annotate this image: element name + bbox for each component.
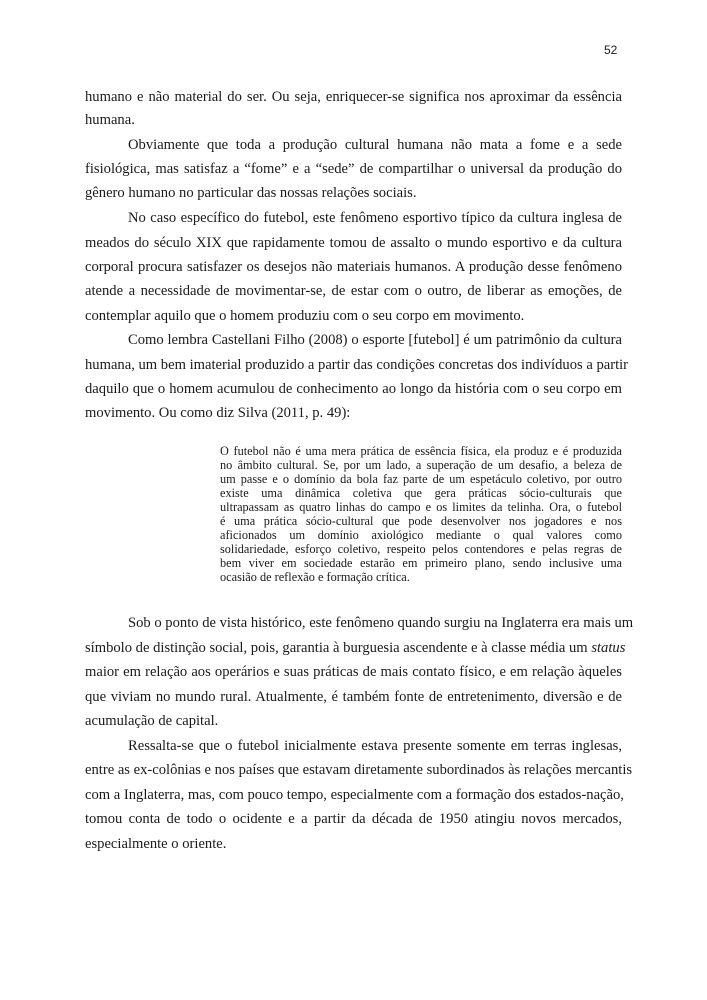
quote-line: um passe e o domínio da bola faz parte de um espetáculo coletivo, por outro	[220, 472, 622, 486]
text-line: com a Inglaterra, mas, com pouco tempo, especialmente com a formação dos estados-nação,	[85, 787, 624, 803]
text-line: corporal procura satisfazer os desejos não materiais humanos. A produção desse fenômeno	[85, 259, 622, 275]
text-line: especialmente o oriente.	[85, 836, 227, 852]
text-line: Sob o ponto de vista histórico, este fenômeno quando surgiu na Inglaterra era mais um	[128, 615, 634, 631]
text-line: meados do século XIX que rapidamente tomou de assalto o mundo esportivo e da cultura	[85, 235, 622, 251]
text-line: humano e não material do ser. Ou seja, enriquecer-se significa nos aproximar da essência	[85, 89, 622, 105]
text-line: daquilo que o homem acumulou de conhecimento ao longo da história com o seu corpo em	[85, 381, 622, 397]
text-line: que viviam no mundo rural. Atualmente, é também fonte de entretenimento, diversão e de	[85, 689, 622, 705]
quote-line: ocasião de reflexão e formação crítica.	[220, 570, 410, 584]
text-line: humana, um bem imaterial produzido a partir das condições concretas dos indivíduos a partir	[85, 357, 629, 373]
quote-line: no âmbito cultural. Se, por um lado, a superação de um desafio, a beleza de	[220, 458, 622, 472]
quote-line: O futebol não é uma mera prática de essência física, ela produz e é produzida	[220, 444, 622, 458]
text-line	[85, 639, 626, 657]
text-line: contemplar aquilo que o homem produziu com o seu corpo em movimento.	[85, 308, 525, 324]
text-line: atende a necessidade de movimentar-se, de estar com o outro, de liberar as emoções, de	[85, 283, 622, 299]
quote-line: aficionados um domínio axiológico mediante o qual valores como	[220, 528, 622, 542]
text-line: Como lembra Castellani Filho (2008) o esporte [futebol] é um patrimônio da cultura	[128, 332, 622, 348]
text-line: acumulação de capital.	[85, 713, 219, 729]
text-line: movimento. Ou como diz Silva (2011, p. 49):	[85, 405, 351, 421]
text-span: símbolo de distinção social, pois, garantia à burguesia ascendente e à classe média um	[85, 640, 592, 656]
text-line: entre as ex-colônias e nos países que estavam diretamente subordinados às relações mercantis	[85, 762, 633, 778]
quote-line: bem viver em sociedade estarão em primeiro plano, sendo inclusive uma	[220, 556, 622, 570]
text-line: tomou conta de todo o ocidente e a partir da década de 1950 atingiu novos mercados,	[85, 811, 622, 827]
text-line: No caso específico do futebol, este fenômeno esportivo típico da cultura inglesa de	[128, 210, 622, 226]
page-number: 52	[604, 43, 618, 57]
quote-line: solidariedade, esforço coletivo, respeito pelos contendores e pelas regras de	[220, 542, 622, 556]
text-line: Obviamente que toda a produção cultural humana não mata a fome e a sede	[128, 137, 622, 153]
text-line: maior em relação aos operários e suas práticas de mais contato físico, e em relação àqueles	[85, 664, 622, 680]
quote-line: ultrapassam as quatro linhas do campo e os limites da telinha. Ora, o futebol	[220, 500, 622, 514]
text-line: Ressalta-se que o futebol inicialmente estava presente somente em terras inglesas,	[128, 738, 622, 754]
italic-term: status	[591, 640, 626, 656]
text-line: gênero humano no particular das nossas relações sociais.	[85, 185, 417, 201]
quote-line: existe uma dinâmica coletiva que gera práticas sócio-culturais que	[220, 486, 622, 500]
text-line: humana.	[85, 112, 135, 128]
text-line: fisiológica, mas satisfaz a “fome” e a “sede” de compartilhar o universal da produção do	[85, 161, 622, 177]
quote-line: é uma prática sócio-cultural que pode desenvolver nos jogadores e nos	[220, 514, 622, 528]
